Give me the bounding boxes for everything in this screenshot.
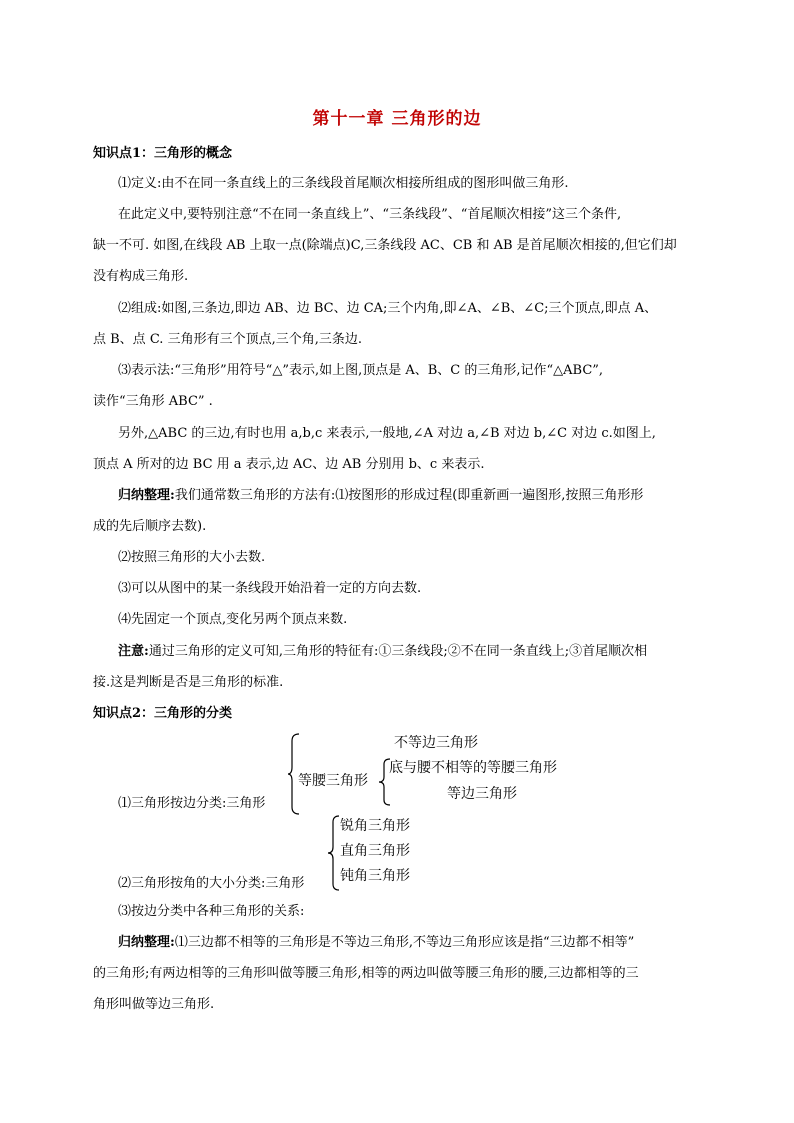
acute-triangle: 锐角三角形 xyxy=(340,818,410,834)
relation-text: ⑶按边分类中各种三角形的关系: xyxy=(118,904,305,919)
summary-text: ⑴三边都不相等的三角形是不等边三角形,不等边三角形应该是指“三边都不相等” xyxy=(174,935,635,950)
summary-text: 角形叫做等边三角形. xyxy=(93,997,215,1012)
chapter-title: 第十一章 三角形的边 xyxy=(312,109,482,129)
paragraph-line: 在此定义中,要特别注意“不在同一条直线上”、“三条线段”、“首尾顺次相接”这三个条件, xyxy=(118,207,622,222)
summary-text: 的三角形;有两边相等的三角形叫做等腰三角形,相等的两边叫做等腰三角形的腰,三边都相等的三 xyxy=(93,966,639,981)
side-classification-label: ⑴三角形按边分类:三角形 xyxy=(118,796,266,811)
composition-text: ⑵组成:如图,三条边,即边 AB、边 BC、边 CA;三个内角,即∠A、∠B、∠C;三个顶点,即点 A、 xyxy=(118,301,658,316)
summary-text: 成的先后顺序去数). xyxy=(93,519,207,534)
summary-item: ⑷先固定一个顶点,变化另两个顶点来数. xyxy=(118,612,348,627)
paragraph-line: 没有构成三角形. xyxy=(93,269,189,284)
summary-item: ⑵按照三角形的大小去数. xyxy=(118,550,266,565)
scalene-triangle: 不等边三角形 xyxy=(394,735,478,751)
summary-label: 归纳整理: xyxy=(118,935,175,950)
paragraph-line: 缺一不可. 如图,在线段 AB 上取一点(除端点)C,三条线段 AC、CB 和 AB 是首尾顺次相接的,但它们却 xyxy=(93,238,677,253)
note-text: 接.这是判断是否是三角形的标准. xyxy=(93,675,284,690)
note-line xyxy=(118,642,647,662)
definition-text: ⑴定义:由不在同一条直线上的三条线段首尾顺次相接所组成的图形叫做三角形. xyxy=(118,176,569,191)
summary-line xyxy=(118,486,643,506)
note-text: 通过三角形的定义可知,三角形的特征有:①三条线段;②不在同一条直线上;③首尾顺次相 xyxy=(148,644,648,659)
kp2-heading: 知识点2：三角形的分类 xyxy=(93,706,233,721)
equilateral-triangle: 等边三角形 xyxy=(447,786,517,802)
note-label: 注意: xyxy=(118,644,149,659)
notation-text: 顶点 A 所对的边 BC 用 a 表示,边 AC、边 AB 分别用 b、c 来表示. xyxy=(93,457,485,472)
summary-item: ⑶可以从图中的某一条线段开始沿着一定的方向去数. xyxy=(118,581,422,596)
summary-line xyxy=(118,933,634,953)
kp1-heading: 知识点1：三角形的概念 xyxy=(93,146,233,161)
obtuse-triangle: 钝角三角形 xyxy=(340,868,410,884)
representation-text: ⑶表示法:“三角形”用符号“△”表示,如上图,顶点是 A、B、C 的三角形,记作“△ABC”, xyxy=(118,363,604,378)
isosceles-non-equilateral: 底与腰不相等的等腰三角形 xyxy=(389,760,557,776)
notation-text: 另外,△ABC 的三边,有时也用 a,b,c 来表示,一般地,∠A 对边 a,∠B 对边 b,∠C 对边 c.如图上, xyxy=(118,426,656,441)
summary-label: 归纳整理: xyxy=(118,488,175,503)
angle-classification-label: ⑵三角形按角的大小分类:三角形 xyxy=(118,876,305,891)
isosceles-triangle: 等腰三角形 xyxy=(298,773,368,789)
right-triangle: 直角三角形 xyxy=(340,843,410,859)
left-brace-icon xyxy=(327,815,341,891)
summary-text: 我们通常数三角形的方法有:⑴按图形的形成过程(即重新画一遍图形,按照三角形形 xyxy=(174,488,644,503)
composition-text: 点 B、点 C. 三角形有三个顶点,三个角,三条边. xyxy=(93,332,362,347)
representation-text: 读作“三角形 ABC” . xyxy=(93,394,213,409)
